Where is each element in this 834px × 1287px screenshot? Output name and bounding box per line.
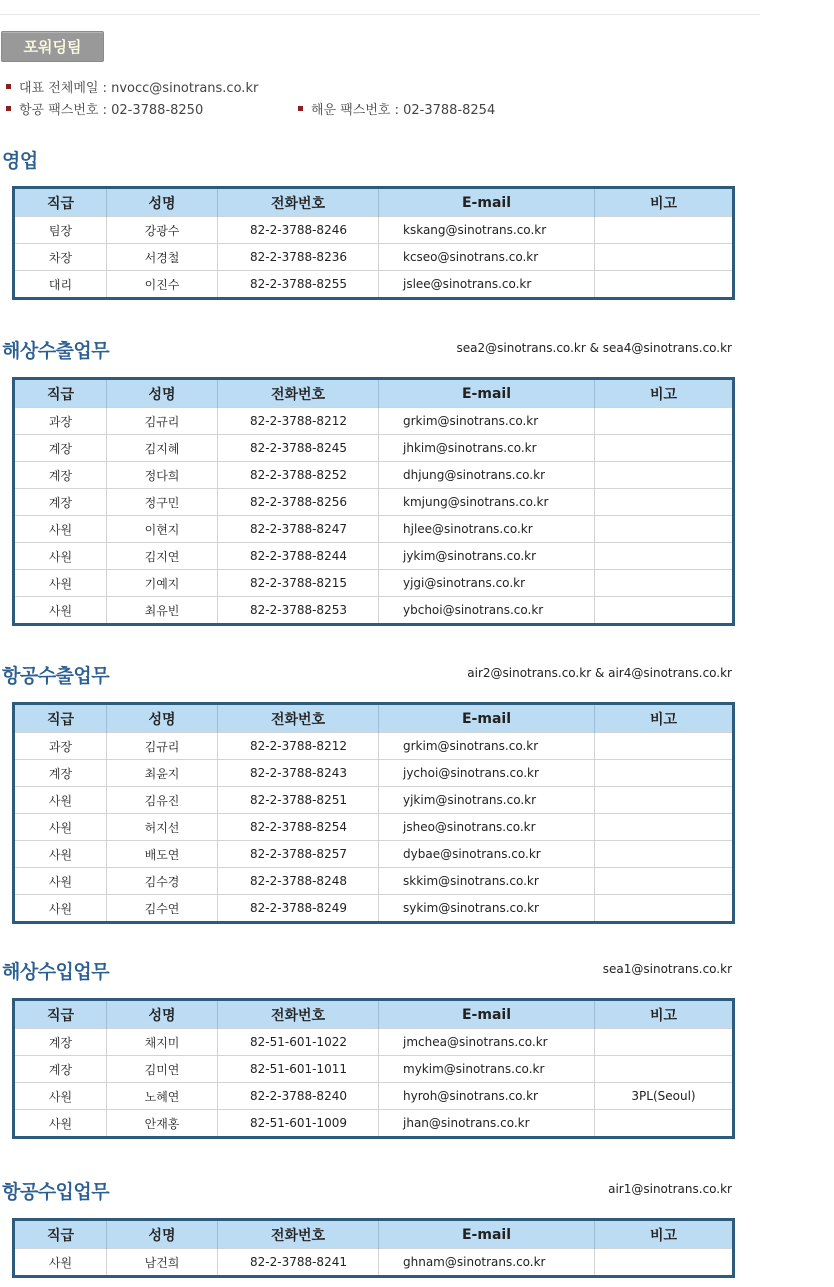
note-cell (595, 760, 734, 787)
name-cell: 최윤지 (107, 760, 218, 787)
name-cell: 이현지 (107, 516, 218, 543)
phone-cell: 82-2-3788-8245 (218, 435, 379, 462)
table-row (14, 841, 734, 868)
note-cell: 3PL(Seoul) (595, 1083, 734, 1110)
phone-cell: 82-2-3788-8215 (218, 570, 379, 597)
header-email: E-mail (379, 1220, 595, 1249)
rank-cell: 사원 (14, 1249, 107, 1277)
header-name: 성명 (107, 188, 218, 217)
email-cell: sykim@sinotrans.co.kr (379, 895, 595, 923)
email-cell: skkim@sinotrans.co.kr (379, 868, 595, 895)
rank-cell: 팀장 (14, 217, 107, 244)
main-email-line (6, 77, 258, 96)
header-name: 성명 (107, 704, 218, 733)
section-email-air-export: air2@sinotrans.co.kr & air4@sinotrans.co.kr (467, 666, 732, 680)
table-row (14, 244, 734, 271)
phone-cell: 82-51-601-1022 (218, 1029, 379, 1056)
rank-cell: 과장 (14, 408, 107, 435)
note-cell (595, 543, 734, 570)
rank-cell: 계장 (14, 760, 107, 787)
rank-cell: 계장 (14, 435, 107, 462)
bullet-icon (6, 106, 11, 111)
email-cell: jslee@sinotrans.co.kr (379, 271, 595, 299)
phone-cell: 82-2-3788-8256 (218, 489, 379, 516)
table-row (14, 895, 734, 923)
email-cell: grkim@sinotrans.co.kr (379, 733, 595, 760)
sea-fax-line (298, 99, 495, 118)
phone-cell: 82-2-3788-8254 (218, 814, 379, 841)
header-rank: 직급 (14, 1000, 107, 1029)
header-note: 비고 (595, 1220, 734, 1249)
email-cell: yjgi@sinotrans.co.kr (379, 570, 595, 597)
header-email: E-mail (379, 188, 595, 217)
table-header-row (14, 1000, 734, 1029)
rank-cell: 차장 (14, 244, 107, 271)
phone-cell: 82-51-601-1009 (218, 1110, 379, 1138)
note-cell (595, 597, 734, 625)
note-cell (595, 408, 734, 435)
note-cell (595, 1056, 734, 1083)
rank-cell: 사원 (14, 597, 107, 625)
table-row (14, 435, 734, 462)
rank-cell: 계장 (14, 462, 107, 489)
name-cell: 김미연 (107, 1056, 218, 1083)
air-fax-text: 항공 팩스번호 : 02-3788-8250 (19, 103, 204, 118)
phone-cell: 82-2-3788-8236 (218, 244, 379, 271)
phone-cell: 82-2-3788-8255 (218, 271, 379, 299)
header-name: 성명 (107, 379, 218, 408)
email-cell: jhan@sinotrans.co.kr (379, 1110, 595, 1138)
name-cell: 김규리 (107, 733, 218, 760)
table-row (14, 489, 734, 516)
note-cell (595, 733, 734, 760)
table-row (14, 570, 734, 597)
table-row (14, 1083, 734, 1110)
email-cell: hyroh@sinotrans.co.kr (379, 1083, 595, 1110)
rank-cell: 계장 (14, 1029, 107, 1056)
note-cell (595, 1110, 734, 1138)
table-row (14, 543, 734, 570)
table-row (14, 271, 734, 299)
rank-cell: 계장 (14, 489, 107, 516)
name-cell: 채지미 (107, 1029, 218, 1056)
rank-cell: 과장 (14, 733, 107, 760)
header-rank: 직급 (14, 1220, 107, 1249)
sea-fax-text: 해운 팩스번호 : 02-3788-8254 (311, 103, 496, 118)
name-cell: 정구민 (107, 489, 218, 516)
phone-cell: 82-2-3788-8246 (218, 217, 379, 244)
section-title-sea-import: 해상수입업무 (2, 961, 110, 983)
phone-cell: 82-51-601-1011 (218, 1056, 379, 1083)
name-cell: 강광수 (107, 217, 218, 244)
email-cell: jmchea@sinotrans.co.kr (379, 1029, 595, 1056)
bullet-icon (6, 84, 11, 89)
email-cell: kmjung@sinotrans.co.kr (379, 489, 595, 516)
note-cell (595, 1249, 734, 1277)
name-cell: 최유빈 (107, 597, 218, 625)
name-cell: 서경철 (107, 244, 218, 271)
rank-cell: 사원 (14, 787, 107, 814)
name-cell: 김규리 (107, 408, 218, 435)
header-phone: 전화번호 (218, 379, 379, 408)
table-row (14, 217, 734, 244)
rank-cell: 사원 (14, 814, 107, 841)
table-row (14, 868, 734, 895)
name-cell: 배도연 (107, 841, 218, 868)
note-cell (595, 217, 734, 244)
rank-cell: 사원 (14, 1110, 107, 1138)
header-note: 비고 (595, 1000, 734, 1029)
note-cell (595, 814, 734, 841)
header-phone: 전화번호 (218, 1000, 379, 1029)
email-cell: ybchoi@sinotrans.co.kr (379, 597, 595, 625)
name-cell: 김수경 (107, 868, 218, 895)
note-cell (595, 841, 734, 868)
email-cell: dybae@sinotrans.co.kr (379, 841, 595, 868)
table-header-row (14, 704, 734, 733)
section-email-sea-export: sea2@sinotrans.co.kr & sea4@sinotrans.co.kr (456, 341, 732, 355)
note-cell (595, 489, 734, 516)
table-row (14, 733, 734, 760)
email-cell: grkim@sinotrans.co.kr (379, 408, 595, 435)
note-cell (595, 435, 734, 462)
phone-cell: 82-2-3788-8212 (218, 733, 379, 760)
email-cell: dhjung@sinotrans.co.kr (379, 462, 595, 489)
phone-cell: 82-2-3788-8243 (218, 760, 379, 787)
note-cell (595, 462, 734, 489)
header-name: 성명 (107, 1220, 218, 1249)
name-cell: 정다희 (107, 462, 218, 489)
phone-cell: 82-2-3788-8253 (218, 597, 379, 625)
rank-cell: 사원 (14, 543, 107, 570)
table-row (14, 1056, 734, 1083)
section-title-air-export: 항공수출업무 (2, 665, 110, 687)
section-email-sea-import: sea1@sinotrans.co.kr (602, 962, 732, 976)
air-import-staff-table (12, 1218, 735, 1278)
name-cell: 남건희 (107, 1249, 218, 1277)
table-row (14, 1110, 734, 1138)
header-phone: 전화번호 (218, 188, 379, 217)
phone-cell: 82-2-3788-8240 (218, 1083, 379, 1110)
table-row (14, 760, 734, 787)
email-cell: kcseo@sinotrans.co.kr (379, 244, 595, 271)
team-badge: 포워딩팀 (1, 31, 104, 62)
note-cell (595, 1029, 734, 1056)
name-cell: 노혜연 (107, 1083, 218, 1110)
table-row (14, 787, 734, 814)
sea-export-staff-table (12, 377, 735, 626)
header-phone: 전화번호 (218, 1220, 379, 1249)
table-row (14, 516, 734, 543)
table-row (14, 1029, 734, 1056)
rank-cell: 사원 (14, 570, 107, 597)
email-cell: ghnam@sinotrans.co.kr (379, 1249, 595, 1277)
rank-cell: 사원 (14, 1083, 107, 1110)
header-name: 성명 (107, 1000, 218, 1029)
section-title-air-import: 항공수입업무 (2, 1181, 110, 1203)
email-cell: jhkim@sinotrans.co.kr (379, 435, 595, 462)
name-cell: 김지혜 (107, 435, 218, 462)
name-cell: 김유진 (107, 787, 218, 814)
top-divider (0, 14, 760, 15)
phone-cell: 82-2-3788-8252 (218, 462, 379, 489)
email-cell: jychoi@sinotrans.co.kr (379, 760, 595, 787)
header-rank: 직급 (14, 188, 107, 217)
name-cell: 기예지 (107, 570, 218, 597)
phone-cell: 82-2-3788-8251 (218, 787, 379, 814)
main-email-text: 대표 전체메일 : nvocc@sinotrans.co.kr (19, 81, 259, 96)
phone-cell: 82-2-3788-8244 (218, 543, 379, 570)
table-row (14, 1249, 734, 1277)
header-email: E-mail (379, 704, 595, 733)
email-cell: yjkim@sinotrans.co.kr (379, 787, 595, 814)
note-cell (595, 516, 734, 543)
header-email: E-mail (379, 379, 595, 408)
header-note: 비고 (595, 188, 734, 217)
air-fax-line (6, 99, 203, 118)
header-email: E-mail (379, 1000, 595, 1029)
note-cell (595, 244, 734, 271)
table-row (14, 462, 734, 489)
note-cell (595, 570, 734, 597)
sea-import-staff-table (12, 998, 735, 1139)
rank-cell: 사원 (14, 868, 107, 895)
sales-staff-table (12, 186, 735, 300)
name-cell: 안재홍 (107, 1110, 218, 1138)
phone-cell: 82-2-3788-8248 (218, 868, 379, 895)
bullet-icon (298, 106, 303, 111)
table-header-row (14, 1220, 734, 1249)
section-title-sea-export: 해상수출업무 (2, 340, 110, 362)
phone-cell: 82-2-3788-8257 (218, 841, 379, 868)
header-phone: 전화번호 (218, 704, 379, 733)
email-cell: mykim@sinotrans.co.kr (379, 1056, 595, 1083)
section-title-sales: 영업 (2, 150, 38, 172)
table-row (14, 597, 734, 625)
phone-cell: 82-2-3788-8241 (218, 1249, 379, 1277)
name-cell: 허지선 (107, 814, 218, 841)
air-export-staff-table (12, 702, 735, 924)
note-cell (595, 787, 734, 814)
email-cell: kskang@sinotrans.co.kr (379, 217, 595, 244)
note-cell (595, 868, 734, 895)
name-cell: 김수연 (107, 895, 218, 923)
email-cell: jykim@sinotrans.co.kr (379, 543, 595, 570)
note-cell (595, 271, 734, 299)
table-header-row (14, 188, 734, 217)
phone-cell: 82-2-3788-8249 (218, 895, 379, 923)
header-rank: 직급 (14, 704, 107, 733)
rank-cell: 사원 (14, 841, 107, 868)
rank-cell: 대리 (14, 271, 107, 299)
section-email-air-import: air1@sinotrans.co.kr (608, 1182, 732, 1196)
rank-cell: 계장 (14, 1056, 107, 1083)
phone-cell: 82-2-3788-8247 (218, 516, 379, 543)
name-cell: 이진수 (107, 271, 218, 299)
phone-cell: 82-2-3788-8212 (218, 408, 379, 435)
rank-cell: 사원 (14, 516, 107, 543)
email-cell: jsheo@sinotrans.co.kr (379, 814, 595, 841)
header-note: 비고 (595, 379, 734, 408)
table-header-row (14, 379, 734, 408)
note-cell (595, 895, 734, 923)
email-cell: hjlee@sinotrans.co.kr (379, 516, 595, 543)
rank-cell: 사원 (14, 895, 107, 923)
header-rank: 직급 (14, 379, 107, 408)
name-cell: 김지연 (107, 543, 218, 570)
header-note: 비고 (595, 704, 734, 733)
table-row (14, 814, 734, 841)
table-row (14, 408, 734, 435)
